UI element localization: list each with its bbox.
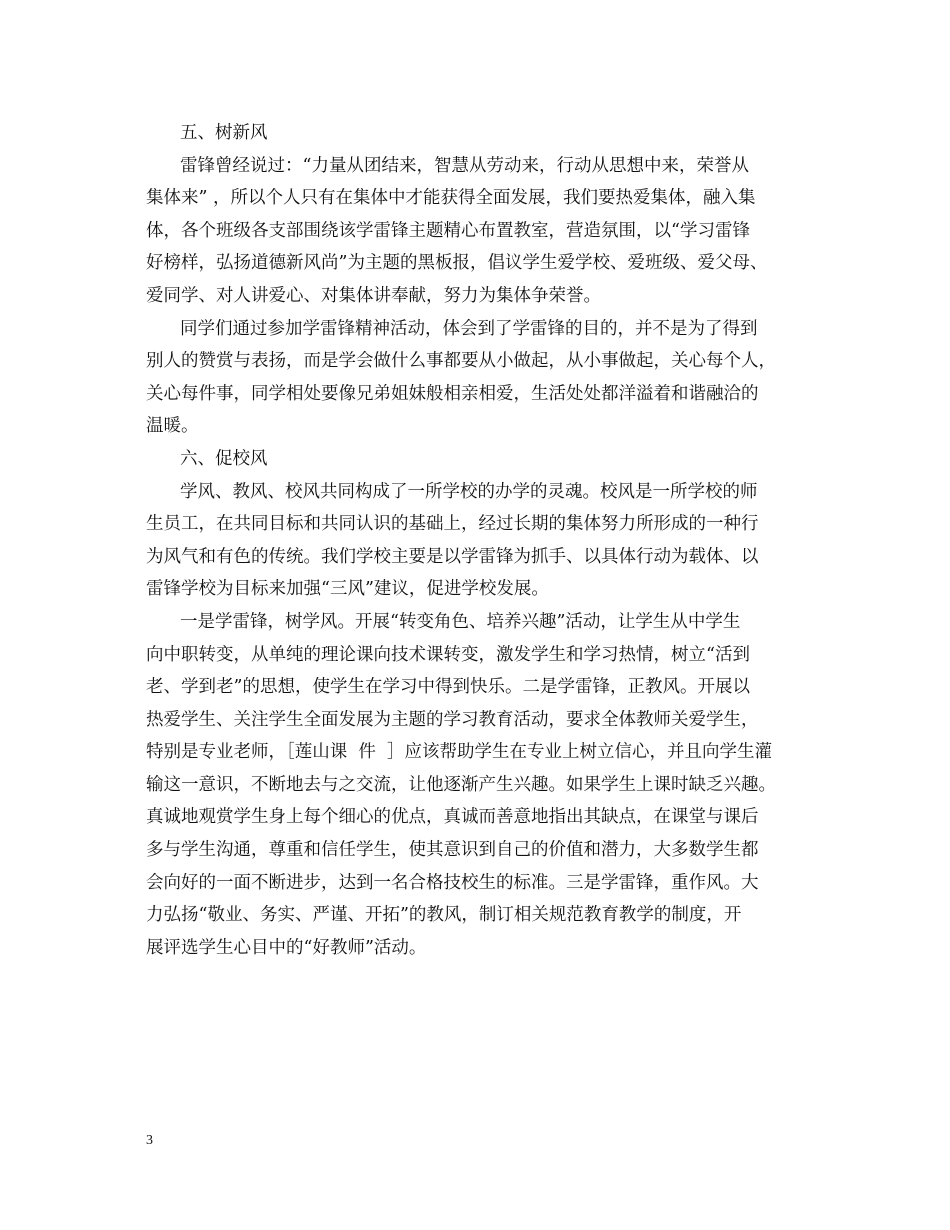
paragraph-line: 同学们通过参加学雷锋精神活动，体会到了学雷锋的目的，并不是为了得到 — [180, 318, 758, 339]
section-heading-five: 五、树新风 — [180, 123, 268, 143]
paragraph-line: 力弘扬“敬业、务实、严谨、开拓”的教风，制订相关规范教育教学的制度，开 — [146, 905, 742, 926]
section-heading-six: 六、促校风 — [180, 448, 268, 469]
paragraph-line: 雷锋曾经说过：“力量从团结来，智慧从劳动来，行动从思想中来，荣誉从 — [180, 155, 749, 176]
paragraph-line: 集体来” ，所以个人只有在集体中才能获得全面发展，我们要热爱集体，融入集 — [146, 188, 756, 209]
paragraph-line: 展评选学生心目中的“好教师”活动。 — [146, 937, 427, 958]
paragraph-line: 为风气和有色的传统。我们学校主要是以学雷锋为抓手、以具体行动为载体、以 — [146, 546, 759, 567]
document-body — [146, 117, 806, 964]
paragraph-line: 学风、教风、校风共同构成了一所学校的办学的灵魂。校风是一所学校的师 — [180, 481, 758, 502]
paragraph-line: 关心每件事，同学相处要像兄弟姐妹般相亲相爱，生活处处都洋溢着和谐融洽的 — [146, 383, 759, 404]
paragraph-line: 热爱学生、关注学生全面发展为主题的学习教育活动，要求全体教师关爱学生， — [146, 709, 759, 730]
paragraph-line: 生员工，在共同目标和共同认识的基础上，经过长期的集体努力所形成的一种行 — [146, 514, 759, 535]
paragraph-line: 一是学雷锋，树学风。开展“转变角色、培养兴趣”活动，让学生从中学生 — [180, 611, 741, 632]
paragraph-line: 老、学到老”的思想，使学生在学习中得到快乐。二是学雷锋，正教风。开展以 — [146, 677, 750, 698]
paragraph-line: 特别是专业老师，［莲山课 件 ］应该帮助学生在专业上树立信心，并且向学生灌 — [146, 742, 772, 763]
paragraph-line: 爱同学、对人讲爱心、对集体讲奉献，努力为集体争荣誉。 — [146, 285, 601, 306]
paragraph-line: 雷锋学校为目标来加强“三风”建议，促进学校发展。 — [146, 579, 549, 600]
paragraph-line: 体，各个班级各支部围绕该学雷锋主题精心布置教室，营造氛围，以“学习雷锋 — [146, 220, 750, 241]
paragraph-line: 输这一意识，不断地去与之交流，让他逐渐产生兴趣。如果学生上课时缺乏兴趣。 — [146, 774, 776, 795]
paragraph-line: 温暖。 — [146, 416, 199, 437]
paragraph-line: 多与学生沟通，尊重和信任学生，使其意识到自己的价值和潜力，大多数学生都 — [146, 840, 759, 861]
paragraph-line: 真诚地观赏学生身上每个细心的优点，真诚而善意地指出其缺点，在课堂与课后 — [146, 807, 759, 828]
page-number: 3 — [146, 1133, 153, 1148]
paragraph-line: 别人的赞赏与表扬，而是学会做什么事都要从小做起，从小事做起，关心每个人， — [146, 351, 776, 372]
paragraph-line: 会向好的一面不断进步，达到一名合格技校生的标准。三是学雷锋，重作风。大 — [146, 872, 759, 893]
paragraph-line: 向中职转变，从单纯的理论课向技术课转变，激发学生和学习热情，树立“活到 — [146, 644, 750, 665]
paragraph-line: 好榜样，弘扬道德新风尚”为主题的黑板报，倡议学生爱学校、爱班级、爱父母、 — [146, 253, 768, 274]
